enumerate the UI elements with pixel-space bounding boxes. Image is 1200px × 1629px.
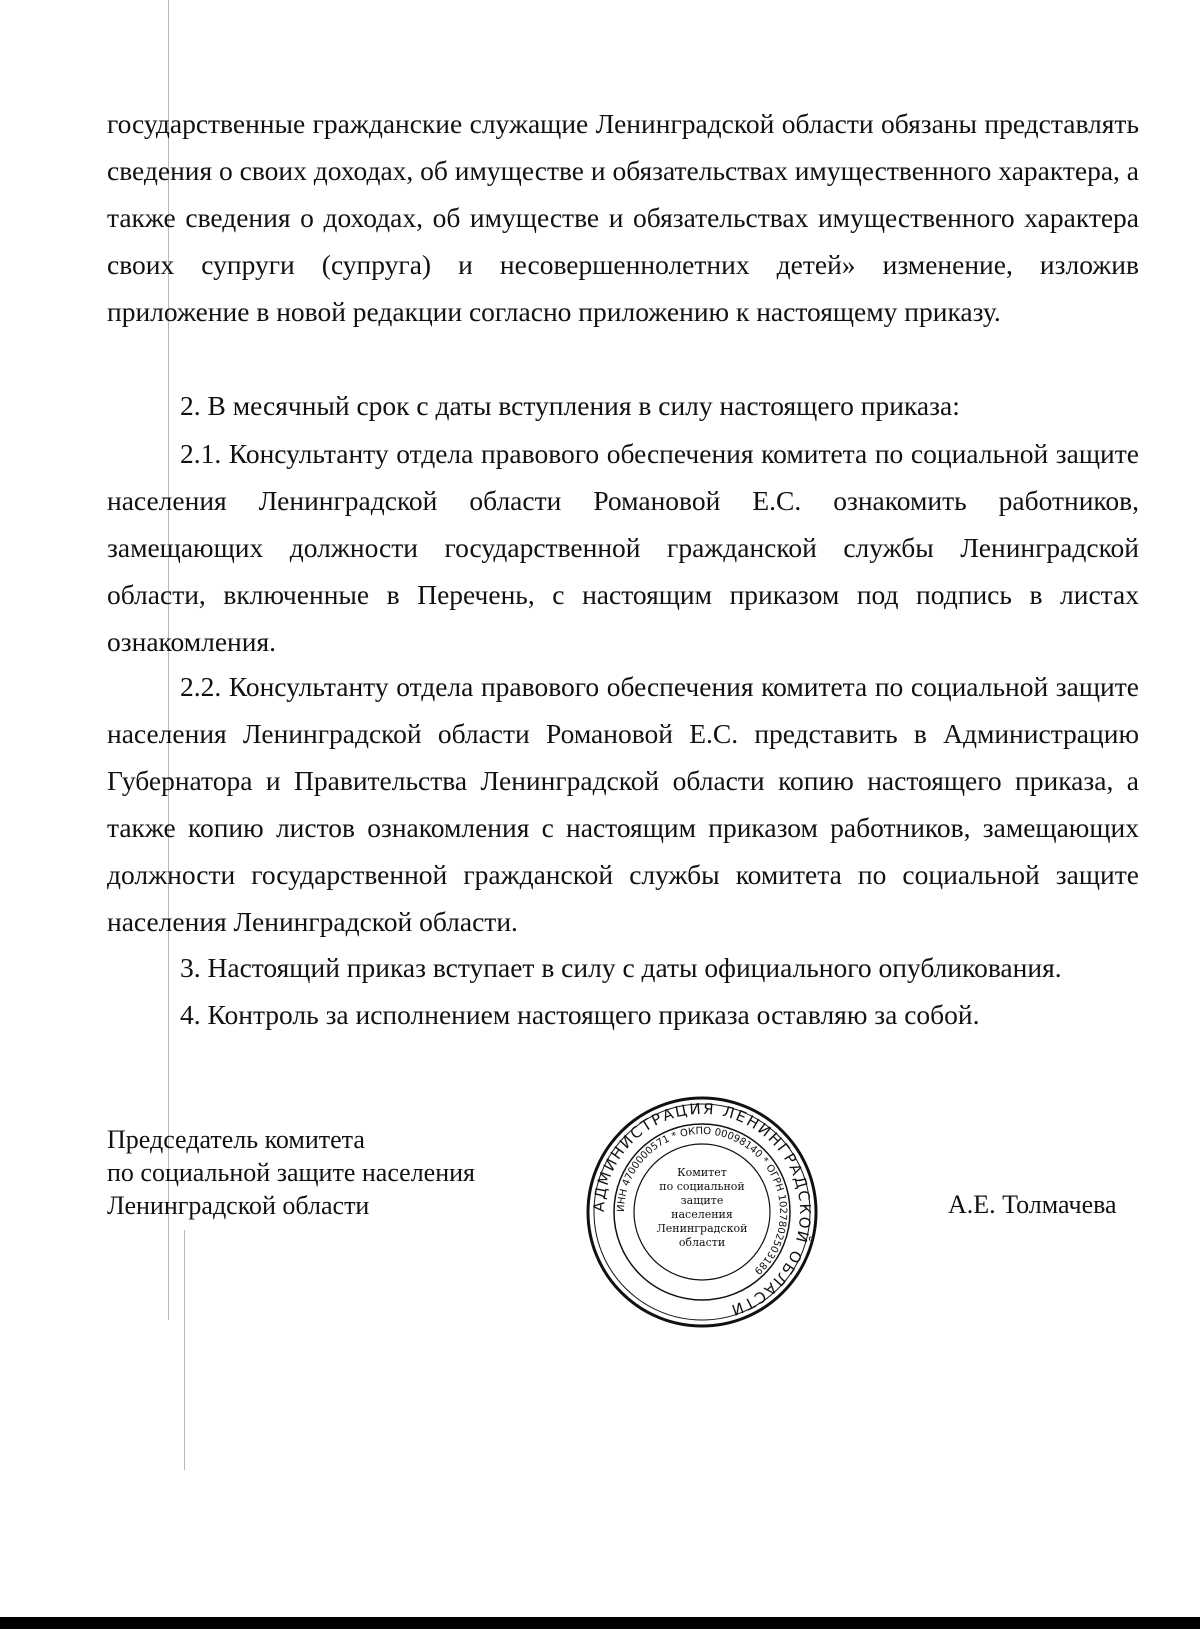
paragraph-4: 4. Контроль за исполнением настоящего приказа оставляю за собой.: [180, 999, 980, 1030]
stamp-outer-text: АДМИНИСТРАЦИЯ ЛЕНИНГРАДСКОЙ ОБЛАСТИ: [589, 1099, 815, 1320]
paragraph-1-continued: государственные гражданские служащие Ленинградской области обязаны представлять сведения о своих доходах, об имуществе и обязательствах имущественного характера, а также сведения о доходах, об имуществе и обязательствах имущественного характера своих супруги (супруга) и несовершеннолетних детей» изменение, изложив приложение в новой редакции согласно приложению к настоящему приказу.: [107, 108, 1139, 327]
stamp-center-line4: населения: [671, 1208, 733, 1221]
stamp-center-line6: области: [678, 1236, 726, 1249]
scan-bottom-edge: [0, 1617, 1200, 1629]
scan-artifact-line-lower: [184, 1230, 185, 1470]
signatory-position-line3: Ленинградской области: [107, 1191, 370, 1220]
signatory-name: А.Е. Толмачева: [948, 1190, 1117, 1219]
signatory-position: [107, 1123, 537, 1222]
signatory-position-line2: по социальной защите населения: [107, 1158, 476, 1187]
stamp-center-line5: Ленинградской: [656, 1222, 748, 1235]
stamp-center-line3: защите: [680, 1194, 724, 1207]
paragraph-2-1: 2.1. Консультанту отдела правового обеспечения комитета по социальной защите населения Ленинградской области Романовой Е.С. ознакомить работников, замещающих должности государственной гражданской службы Ленинградской области, включенные в Перечень, с настоящим приказом под подпись в листах ознакомления.: [107, 438, 1139, 657]
paragraph-2: 2. В месячный срок с даты вступления в силу настоящего приказа:: [180, 390, 960, 421]
signatory-position-line1: Председатель комитета: [107, 1125, 365, 1154]
paragraph-2-2: 2.2. Консультанту отдела правового обеспечения комитета по социальной защите населения Ленинградской области Романовой Е.С. представить в Администрацию Губернатора и Правительства Ленинградской области копию настоящего приказа, а также копию листов ознакомления с настоящим приказом работников, замещающих должности государственной гражданской службы комитета по социальной защите населения Ленинградской области.: [107, 671, 1139, 937]
official-seal-stamp: [582, 1092, 822, 1332]
paragraph-3: 3. Настоящий приказ вступает в силу с даты официального опубликования.: [180, 952, 1062, 983]
stamp-center-line1: Комитет: [677, 1166, 727, 1179]
stamp-ring-text: ИНН 4700000571 * ОКПО 00098140 * ОГРН 1027802503189: [615, 1125, 789, 1277]
stamp-center-line2: по социальной: [659, 1180, 745, 1193]
